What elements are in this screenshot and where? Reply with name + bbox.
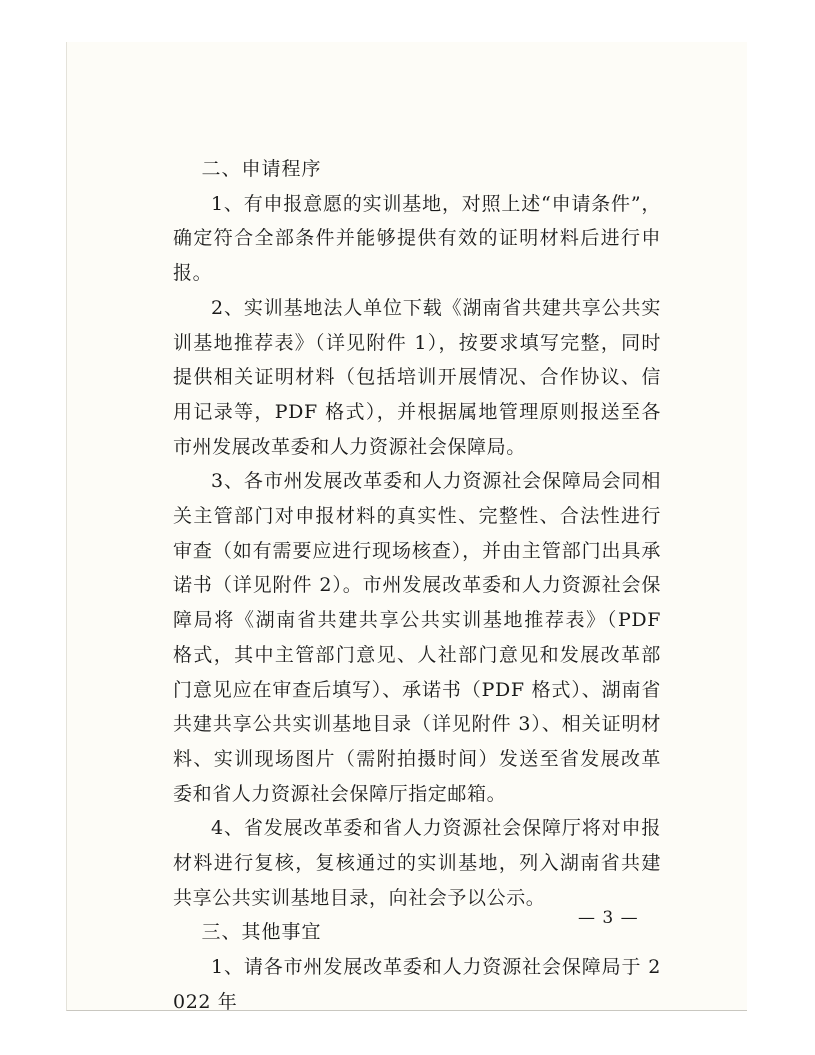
paragraph-other-item-1: 1、请各市州发展改革委和人力资源社会保障局于 2022 年 xyxy=(173,956,661,1013)
section-heading-application-procedure: 二、申请程序 xyxy=(201,158,322,180)
paragraph-item-2: 2、实训基地法人单位下载《湖南省共建共享公共实训基地推荐表》（详见附件 1），按要求填写完整，同时提供相关证明材料（包括培训开展情况、合作协议、信用记录等，PDF 格式），并根据属地管理原则报送至各市州发展改革委和人力资源社会保障局。 xyxy=(173,296,661,458)
paragraph-item-3: 3、各市州发展改革委和人力资源社会保障局会同相关主管部门对申报材料的真实性、完整性、合法性进行审查（如有需要应进行现场核查），并由主管部门出具承诺书（详见附件 2）。市州发展改革委和人力资源社会保障局将《湖南省共建共享公共实训基地推荐表》（PDF 格式，其中主管部门意见、人社部门意见和发展改革部门意见应在审查后填写）、承诺书（PDF 格式）、湖南省共建共享公共实训基地目录（详见附件 3）、相关证明材料、实训现场图片（需附拍摄时间）发送至省发展改革委和省人力资源社会保障厅指定邮箱。 xyxy=(173,470,661,805)
page-number: — 3 — xyxy=(578,908,639,928)
paragraph-item-4: 4、省发展改革委和省人力资源社会保障厅将对申报材料进行复核，复核通过的实训基地，列入湖南省共建共享公共实训基地目录，向社会予以公示。 xyxy=(173,817,661,909)
document-body xyxy=(173,152,661,1020)
paragraph-item-1: 1、有申报意愿的实训基地，对照上述“申请条件”，确定符合全部条件并能够提供有效的证明材料后进行申报。 xyxy=(173,192,661,285)
section-heading-other-matters: 三、其他事宜 xyxy=(201,921,322,944)
